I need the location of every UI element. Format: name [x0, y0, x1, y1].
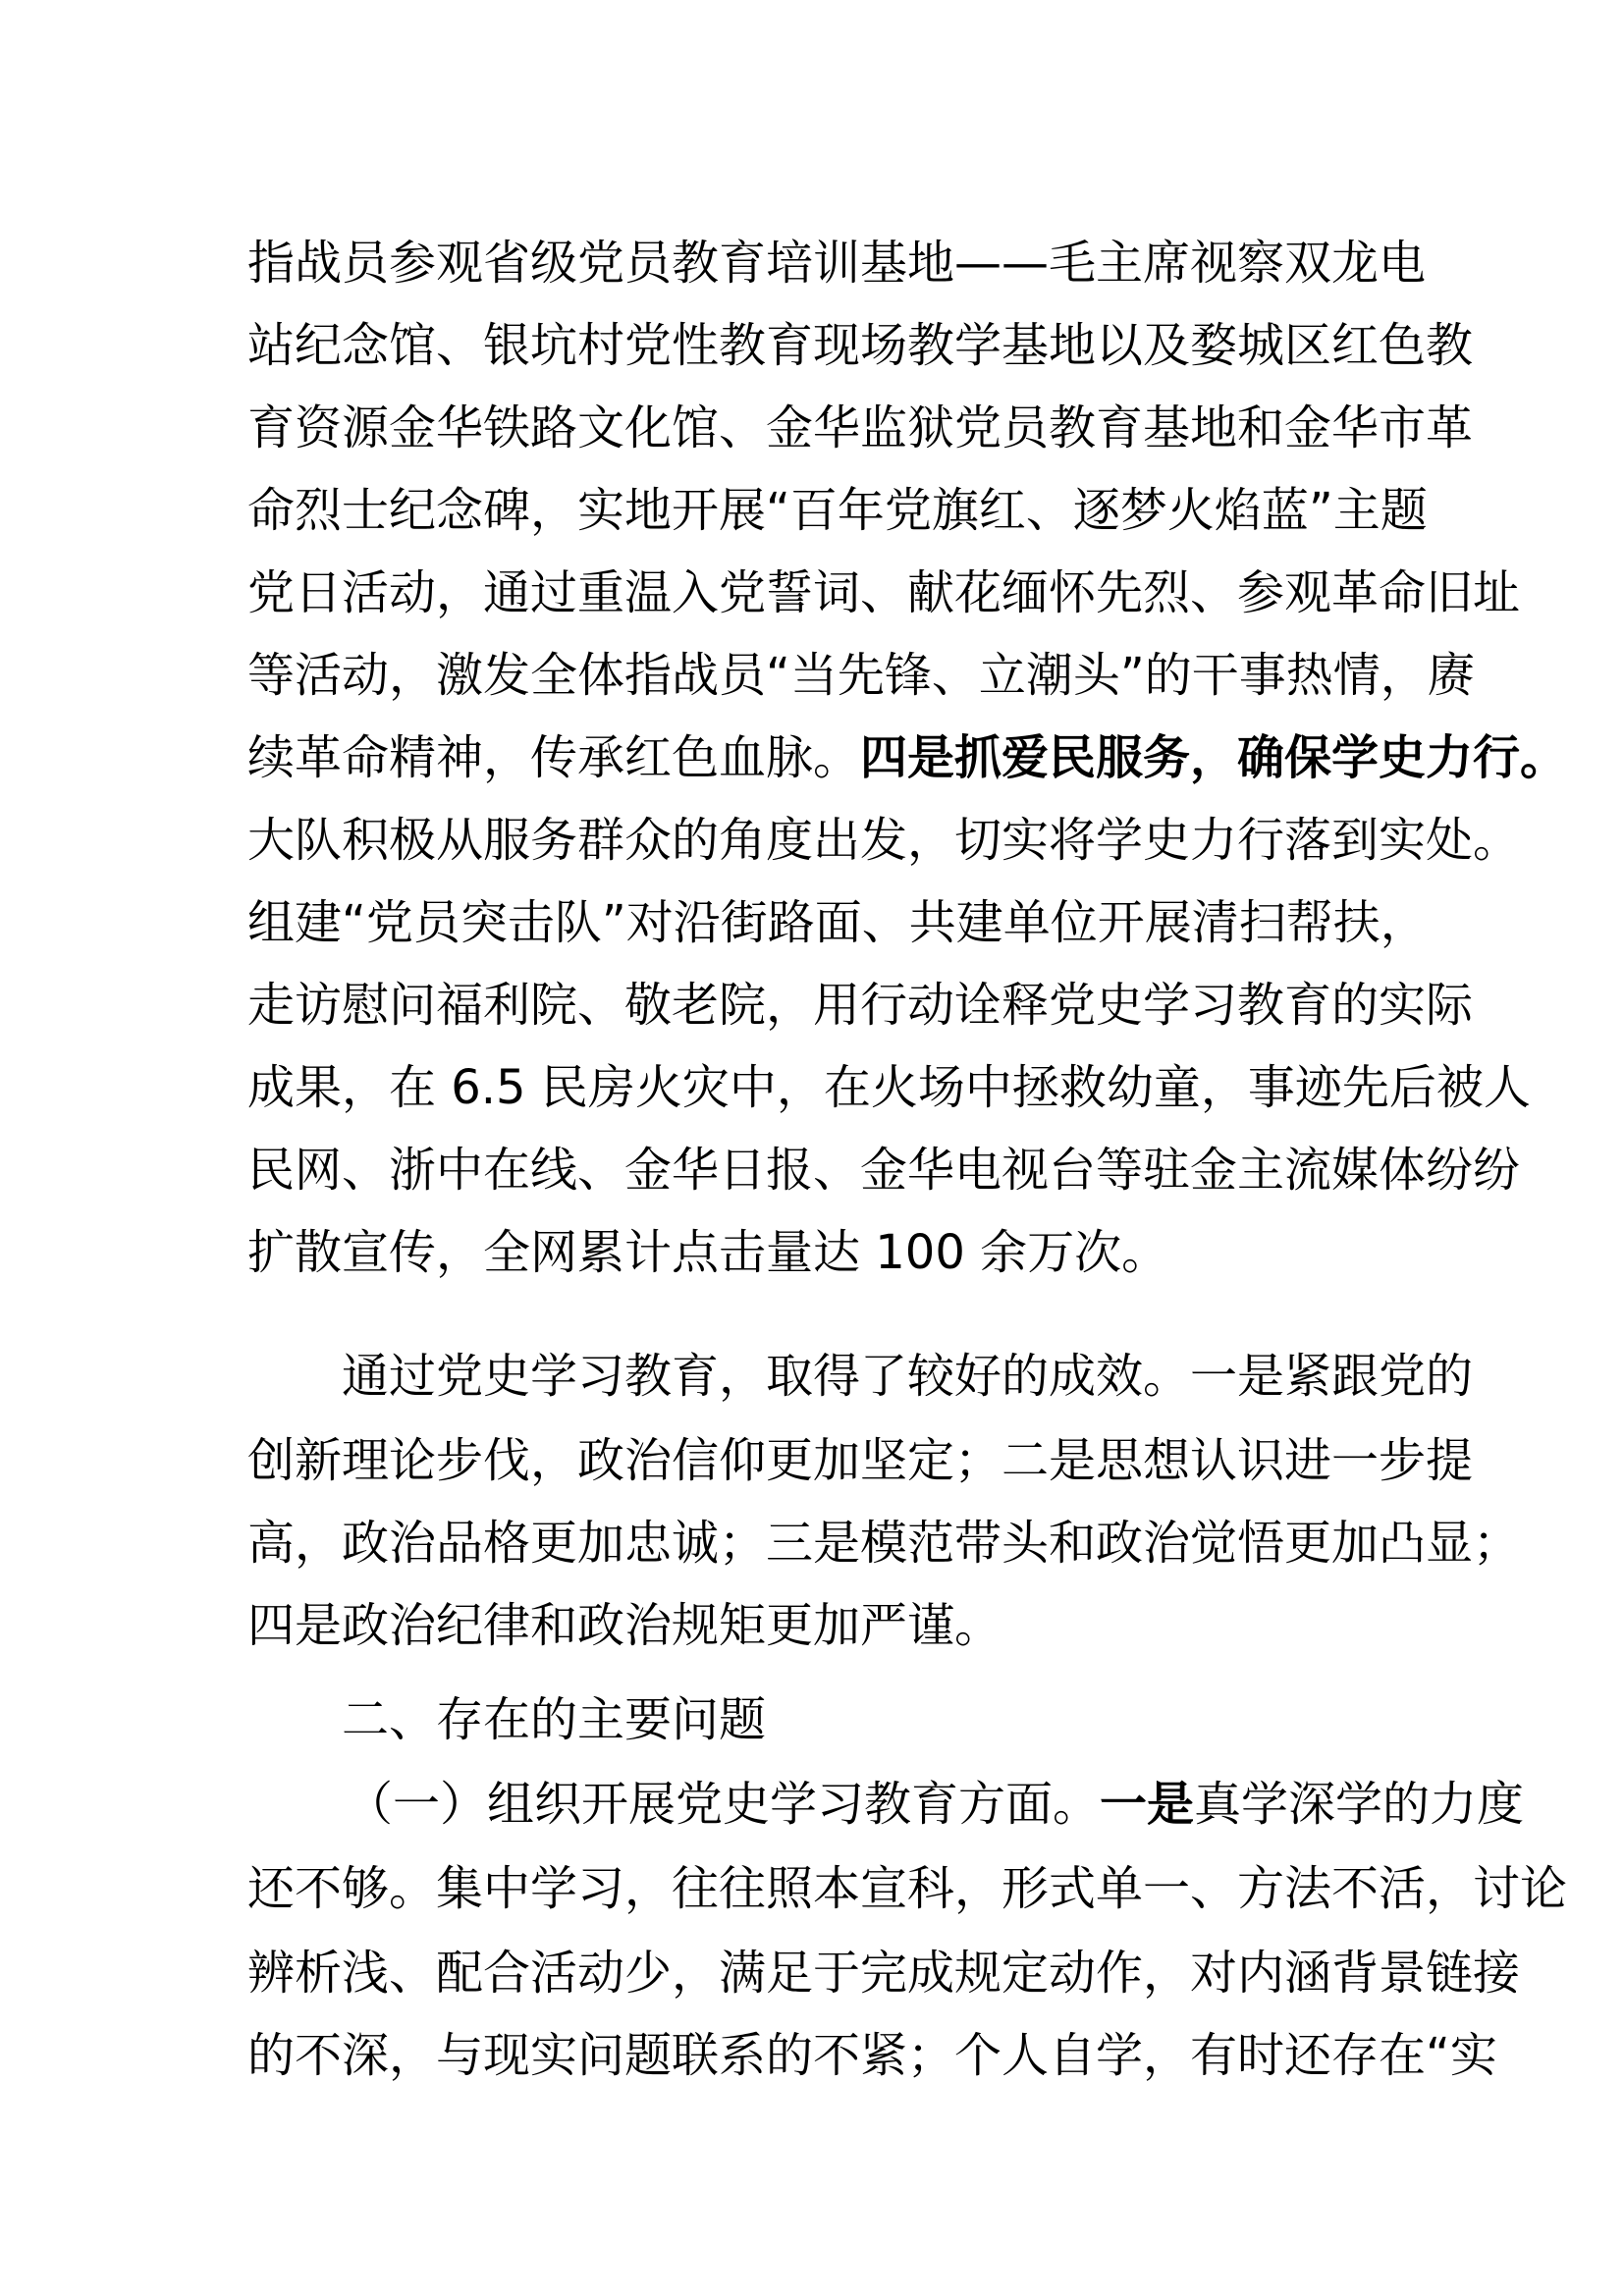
section-heading: 二、存在的主要问题 — [342, 1692, 767, 1747]
paragraph-line: 育资源金华铁路文化馆、金华监狱党员教育基地和金华市革 — [247, 400, 1474, 455]
paragraph-line — [247, 728, 1568, 787]
paragraph-line: 组建“党员突击队”对沿街路面、共建单位开展清扫帮扶， — [247, 895, 1428, 950]
paragraph-line: 创新理论步伐，政治信仰更加坚定；二是思想认识进一步提 — [247, 1433, 1474, 1488]
paragraph-line: 党日活动，通过重温入党誓词、献花缅怀先烈、参观革命旧址 — [247, 565, 1521, 620]
paragraph-line: 的不深，与现实问题联系的不紧；个人自学，有时还存在“实 — [247, 2028, 1497, 2083]
paragraph-line: 通过党史学习教育，取得了较好的成效。一是紧跟党的 — [342, 1349, 1474, 1404]
paragraph-line: 辨析浅、配合活动少，满足于完成规定动作，对内涵背景链接 — [247, 1946, 1521, 2001]
paragraph-line: 命烈士纪念碑，实地开展“百年党旗红、逐梦火焰蓝”主题 — [247, 483, 1428, 538]
paragraph-line: 站纪念馆、银坑村党性教育现场教学基地以及婺城区红色教 — [247, 318, 1474, 373]
paragraph-line: 民网、浙中在线、金华日报、金华电视台等驻金主流媒体纷纷 — [247, 1143, 1521, 1198]
paragraph-line: 大队积极从服务群众的角度出发，切实将学史力行落到实处。 — [247, 813, 1521, 868]
paragraph-line: 指战员参观省级党员教育培训基地——毛主席视察双龙电 — [247, 236, 1427, 291]
paragraph-line: 四是政治纪律和政治规矩更加严谨。 — [247, 1598, 1002, 1653]
paragraph-line: 还不够。集中学习，往往照本宣科，形式单一、方法不活，讨论 — [247, 1861, 1568, 1916]
paragraph-text: 续革命精神，传承红色血脉。 — [247, 730, 861, 785]
paragraph-line: 高，政治品格更加忠诚；三是模范带头和政治觉悟更加凸显； — [247, 1516, 1521, 1571]
paragraph-line: 走访慰问福利院、敬老院，用行动诠释党史学习教育的实际 — [247, 978, 1474, 1033]
paragraph-line: 成果，在 6.5 民房火灾中，在火场中拯救幼童，事迹先后被人 — [247, 1060, 1531, 1115]
paragraph-line — [346, 1775, 1524, 1834]
subsection-heading: （一）组织开展党史学习教育方面。 — [346, 1777, 1101, 1832]
bold-heading-inline: 四是抓爱民服务，确保学史力行。 — [860, 730, 1568, 785]
paragraph-line: 扩散宣传，全网累计点击量达 100 余万次。 — [247, 1225, 1169, 1280]
bold-heading-inline: 一是 — [1100, 1777, 1195, 1832]
paragraph-line: 等活动，激发全体指战员“当先锋、立潮头”的干事热情，赓 — [247, 648, 1475, 703]
paragraph-text: 真学深学的力度 — [1194, 1777, 1525, 1832]
